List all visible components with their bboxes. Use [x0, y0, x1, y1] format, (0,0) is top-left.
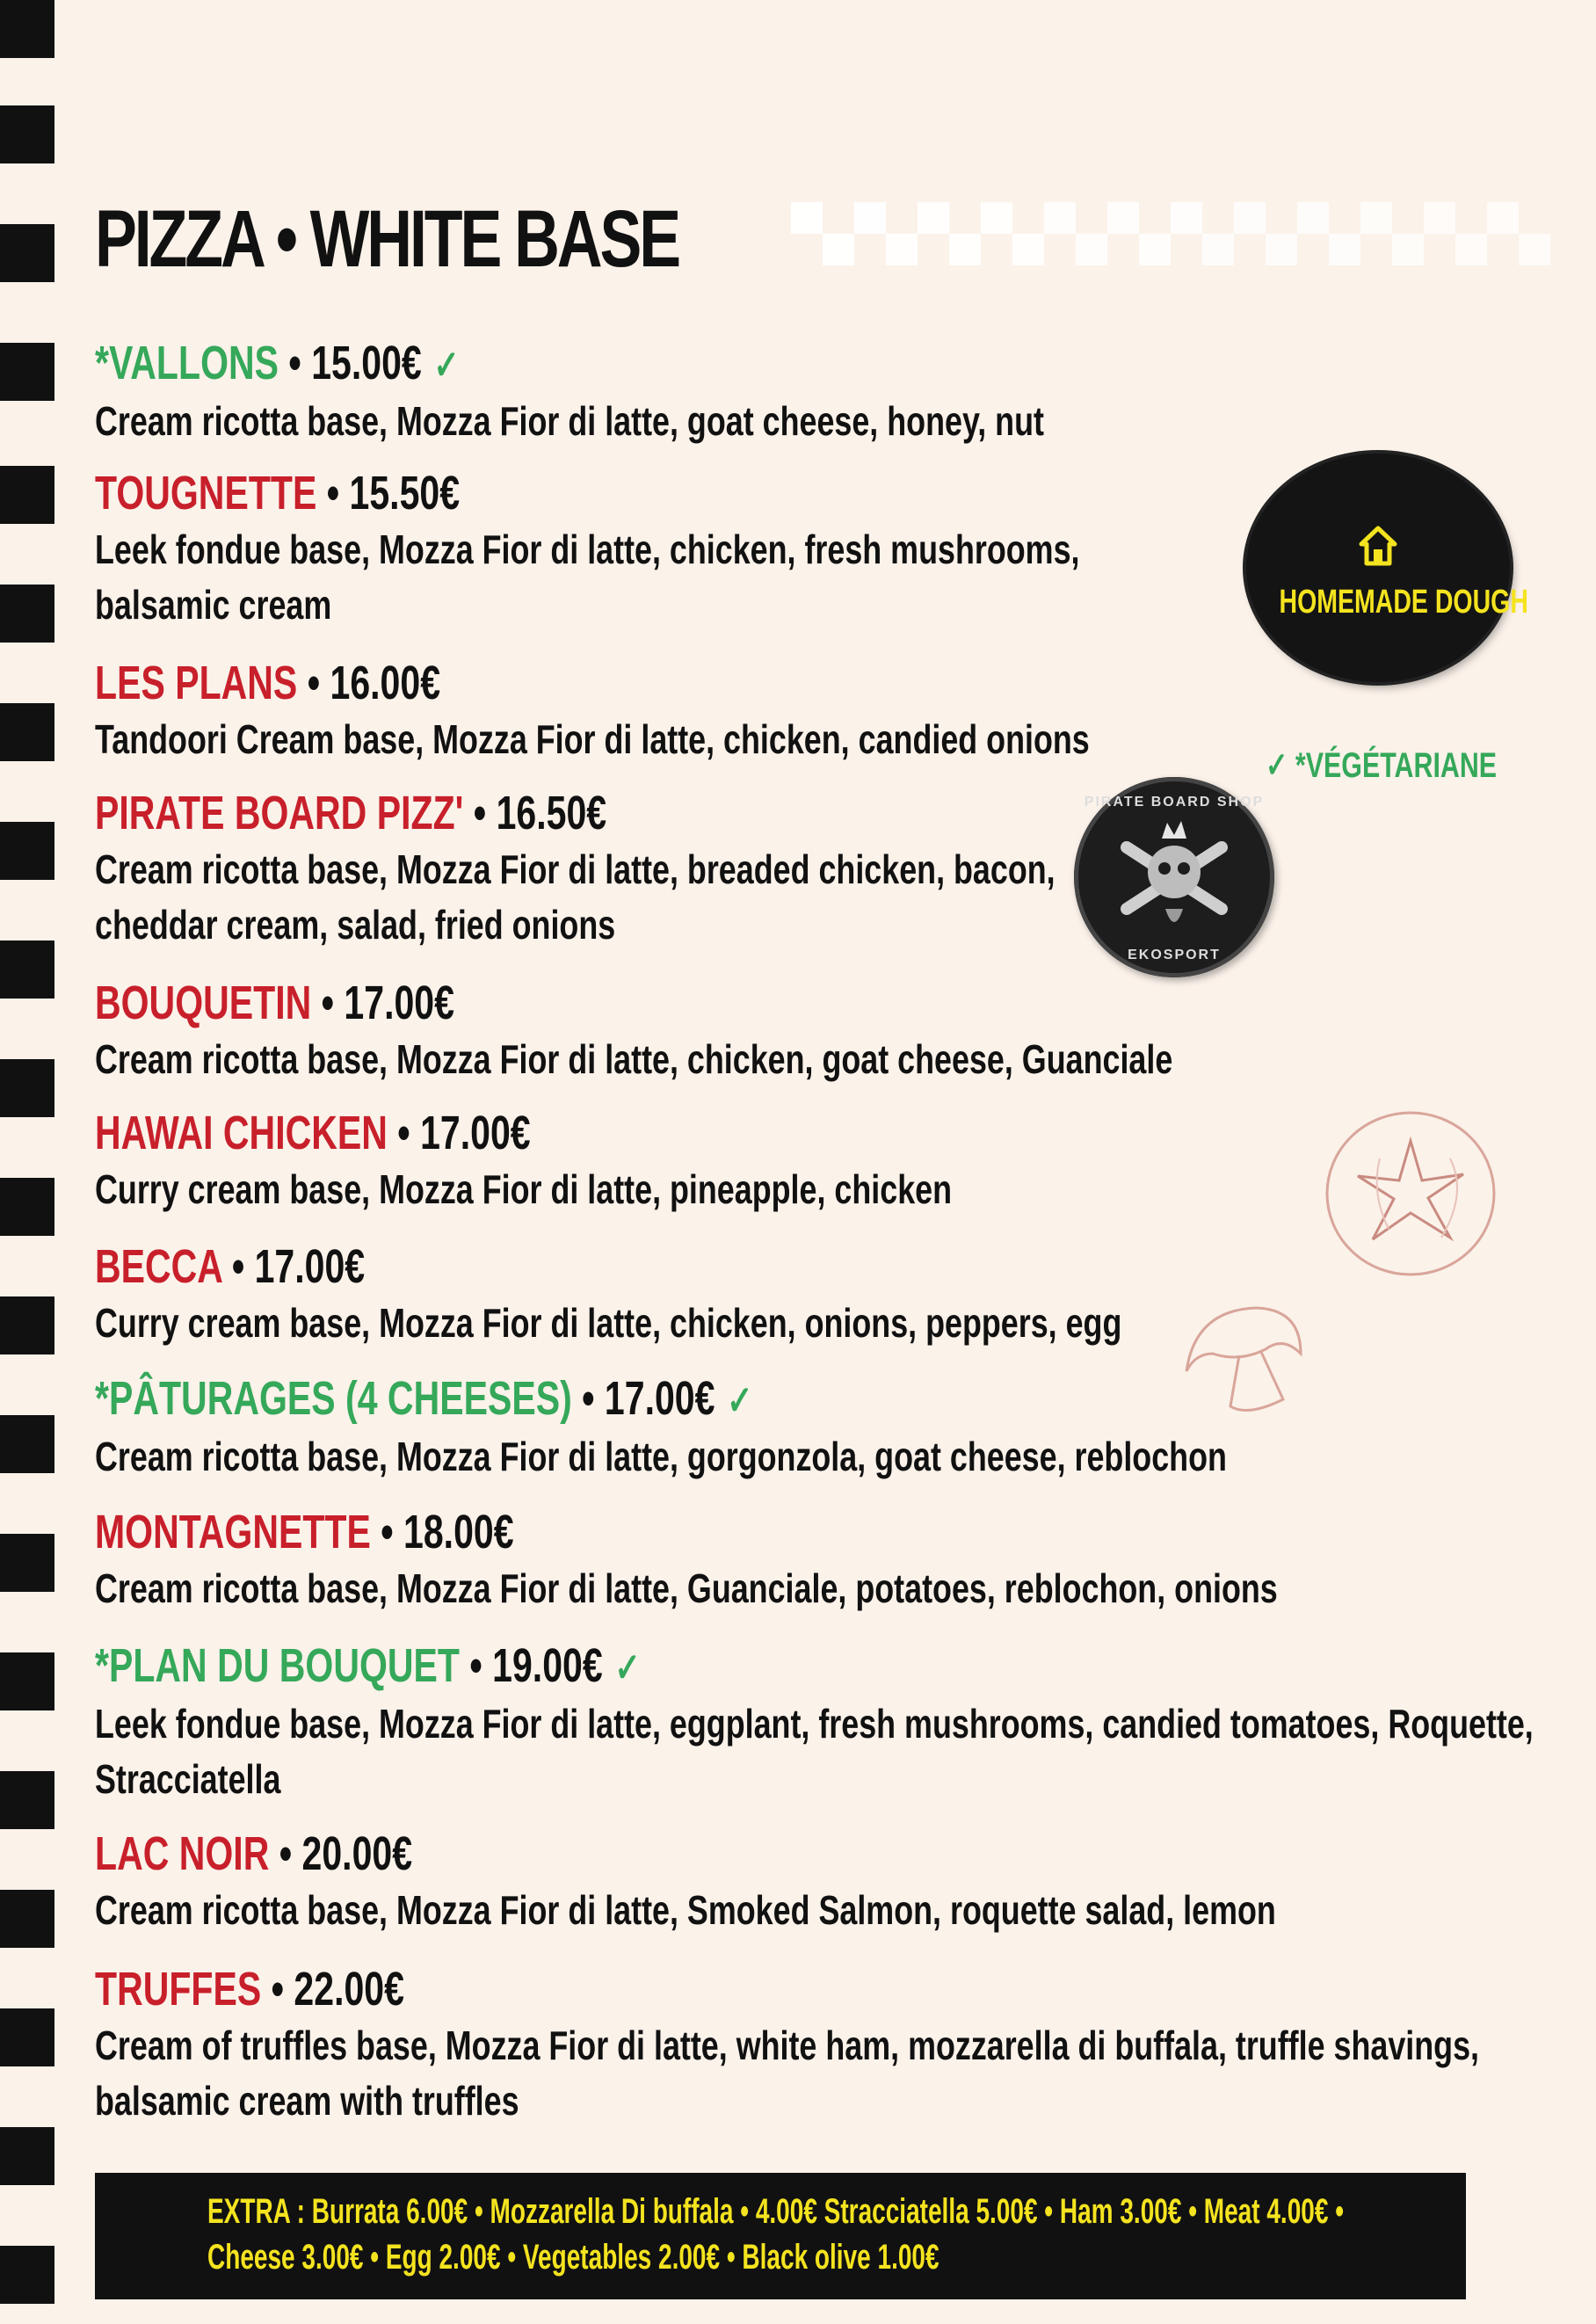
- extras-line-1: EXTRA : Burrata 6.00€ • Mozzarella Di buffala • 4.00€ Stracciatella 5.00€ • Ham 3.00€ • Meat 4.00€ •: [207, 2192, 1345, 2231]
- bullet-separator: •: [370, 1506, 404, 1558]
- pizza-name: PIRATE BOARD PIZZ': [95, 787, 464, 839]
- bullet-separator: •: [279, 337, 312, 389]
- bullet-separator: •: [269, 1827, 302, 1880]
- strip-square: [0, 1178, 54, 1236]
- bullet-separator: •: [571, 1372, 605, 1425]
- menu-item-heading: [95, 1369, 752, 1429]
- leaf-icon: ✓: [433, 342, 460, 388]
- pizza-description: Cream ricotta base, Mozza Fior di latte, gorgonzola, goat cheese, reblochon: [95, 1434, 1227, 1479]
- leaf-icon: ✓: [614, 1645, 641, 1690]
- checker-square: [1297, 202, 1329, 234]
- pizza-description: cheddar cream, salad, fried onions: [95, 902, 616, 948]
- badge-label: HOMEMADE DOUGH: [1279, 584, 1528, 621]
- pizza-price: 17.00€: [344, 977, 454, 1029]
- bullet-separator: •: [311, 977, 345, 1029]
- menu-item: [95, 1637, 1534, 1807]
- bullet-separator: •: [387, 1107, 421, 1159]
- pizza-description: Curry cream base, Mozza Fior di latte, chicken, onions, peppers, egg: [95, 1300, 1122, 1346]
- checker-strip: [0, 0, 54, 2324]
- vegetarian-legend: [1266, 745, 1497, 786]
- checker-square: [949, 234, 981, 265]
- pizza-description: Stracciatella: [95, 1756, 281, 1802]
- menu-item-heading: [95, 974, 454, 1032]
- menu-item: [95, 334, 1519, 449]
- checker-square: [981, 202, 1012, 234]
- checker-square: [1519, 234, 1550, 265]
- strip-square: [0, 1059, 54, 1117]
- pizza-description: Cream ricotta base, Mozza Fior di latte, Guanciale, potatoes, reblochon, onions: [95, 1565, 1278, 1611]
- menu-item: [95, 784, 1519, 953]
- strip-square: [0, 105, 54, 163]
- bullet-separator: •: [316, 467, 350, 519]
- checker-square: [1424, 202, 1455, 234]
- strip-square: [0, 224, 54, 282]
- pizza-price: 15.50€: [349, 467, 461, 519]
- bullet-separator: •: [261, 1963, 294, 2015]
- pizza-name: MONTAGNETTE: [95, 1506, 371, 1558]
- checker-square: [1076, 234, 1107, 265]
- pizza-price: 17.00€: [254, 1240, 366, 1293]
- menu-item-heading: [95, 1960, 404, 2018]
- pizza-description: Cream ricotta base, Mozza Fior di latte, breaded chicken, bacon,: [95, 846, 1056, 892]
- pizza-description: Curry cream base, Mozza Fior di latte, pineapple, chicken: [95, 1166, 953, 1212]
- menu-item-heading: [95, 1503, 514, 1561]
- checker-square: [1139, 234, 1171, 265]
- menu-item: [95, 1104, 1519, 1217]
- checker-square: [823, 234, 854, 265]
- pizza-price: 16.00€: [330, 657, 441, 709]
- menu-item-heading: [95, 784, 606, 842]
- strip-square: [0, 1890, 54, 1948]
- logo-bottom-text: EKOSPORT: [1128, 948, 1221, 962]
- pizza-price: 17.00€: [420, 1107, 531, 1159]
- checker-square: [1234, 202, 1266, 234]
- checker-square: [918, 202, 949, 234]
- pizza-name: *PÂTURAGES (4 CHEESES): [95, 1372, 572, 1425]
- checker-square: [854, 202, 886, 234]
- menu-item-heading: [95, 1104, 531, 1162]
- page-title: PIZZA • WHITE BASE: [95, 194, 678, 284]
- pizza-description: Cream ricotta base, Mozza Fior di latte, chicken, goat cheese, Guanciale: [95, 1036, 1173, 1082]
- strip-square: [0, 466, 54, 524]
- bullet-separator: •: [221, 1240, 255, 1293]
- checker-square: [1392, 234, 1424, 265]
- checker-square: [1329, 234, 1360, 265]
- pizza-name: LES PLANS: [95, 657, 298, 709]
- extras-banner: [95, 2173, 1466, 2299]
- mushroom-illustration: [1178, 1301, 1309, 1424]
- checker-square: [791, 202, 823, 234]
- bullet-separator: •: [463, 787, 497, 839]
- pizza-name: TOUGNETTE: [95, 467, 317, 519]
- checker-square: [1012, 234, 1044, 265]
- tomato-illustration: [1318, 1106, 1503, 1282]
- menu-item: [95, 1503, 1519, 1616]
- pizza-description: Cream ricotta base, Mozza Fior di latte, Smoked Salmon, roquette salad, lemon: [95, 1887, 1276, 1933]
- pizza-description: Leek fondue base, Mozza Fior di latte, eggplant, fresh mushrooms, candied tomatoes, Roquette,: [95, 1701, 1534, 1747]
- pizza-description: Cream ricotta base, Mozza Fior di latte, goat cheese, honey, nut: [95, 398, 1044, 444]
- strip-square: [0, 343, 54, 401]
- checker-square: [1266, 234, 1297, 265]
- strip-square: [0, 2008, 54, 2066]
- pizza-name: *VALLONS: [95, 337, 279, 389]
- pizza-price: 16.50€: [496, 787, 607, 839]
- checker-square: [1455, 234, 1487, 265]
- menu-item-heading: [95, 334, 460, 394]
- pizza-name: LAC NOIR: [95, 1827, 270, 1880]
- menu-item: [95, 1960, 1519, 2129]
- pizza-price: 20.00€: [301, 1827, 413, 1880]
- checker-square: [1487, 202, 1519, 234]
- bullet-separator: •: [297, 657, 330, 709]
- strip-square: [0, 2127, 54, 2185]
- strip-square: [0, 0, 54, 58]
- checker-pattern: [791, 202, 1582, 265]
- menu-item-heading: [95, 464, 460, 522]
- pizza-description: Tandoori Cream base, Mozza Fior di latte, chicken, candied onions: [95, 716, 1090, 762]
- pizza-name: TRUFFES: [95, 1963, 262, 2015]
- extras-line-2: Cheese 3.00€ • Egg 2.00€ • Vegetables 2.00€ • Black olive 1.00€: [207, 2238, 939, 2277]
- house-icon: [1359, 526, 1397, 566]
- pizza-description: balsamic cream: [95, 582, 332, 628]
- strip-square: [0, 1534, 54, 1592]
- pizza-price: 22.00€: [294, 1963, 404, 2015]
- menu-item-heading: [95, 1238, 365, 1296]
- menu-item-heading: [95, 1637, 641, 1696]
- pizza-description: Cream of truffles base, Mozza Fior di latte, white ham, mozzarella di buffala, truffle shavings,: [95, 2023, 1480, 2068]
- strip-square: [0, 703, 54, 761]
- pizza-description: Leek fondue base, Mozza Fior di latte, chicken, fresh mushrooms,: [95, 527, 1080, 572]
- pizza-name: BOUQUETIN: [95, 977, 312, 1029]
- menu-item: [95, 974, 1519, 1087]
- checker-square: [886, 234, 918, 265]
- menu-item: [95, 1825, 1519, 1938]
- pizza-name: BECCA: [95, 1240, 222, 1293]
- pizza-price: 17.00€: [604, 1372, 715, 1425]
- pizza-name: HAWAI CHICKEN: [95, 1107, 388, 1159]
- leaf-icon: ✓: [727, 1377, 753, 1423]
- checker-square: [1171, 202, 1202, 234]
- strip-square: [0, 1296, 54, 1354]
- strip-square: [0, 1771, 54, 1829]
- bullet-separator: •: [459, 1639, 493, 1692]
- homemade-dough-badge: [1246, 454, 1528, 682]
- strip-square: [0, 1652, 54, 1710]
- checker-square: [1202, 234, 1234, 265]
- vegetarian-legend-label: *VÉGÉTARIANE: [1295, 746, 1498, 785]
- checker-square: [1107, 202, 1139, 234]
- strip-square: [0, 1415, 54, 1473]
- logo-top-text: PIRATE BOARD SHOP: [1084, 795, 1265, 810]
- pizza-name: *PLAN DU BOUQUET: [95, 1639, 460, 1692]
- strip-square: [0, 822, 54, 880]
- pizza-price: 19.00€: [492, 1639, 603, 1692]
- menu-item-heading: [95, 1825, 412, 1883]
- pizza-price: 15.00€: [311, 337, 422, 389]
- pirate-board-shop-logo: [1074, 777, 1274, 977]
- menu-item-heading: [95, 654, 440, 712]
- pizza-price: 18.00€: [403, 1506, 514, 1558]
- checker-square: [1044, 202, 1076, 234]
- strip-square: [0, 585, 54, 643]
- strip-square: [0, 940, 54, 999]
- checker-square: [1360, 202, 1392, 234]
- strip-square: [0, 2246, 54, 2304]
- leaf-icon: ✓: [1266, 746, 1288, 785]
- pizza-description: balsamic cream with truffles: [95, 2078, 519, 2124]
